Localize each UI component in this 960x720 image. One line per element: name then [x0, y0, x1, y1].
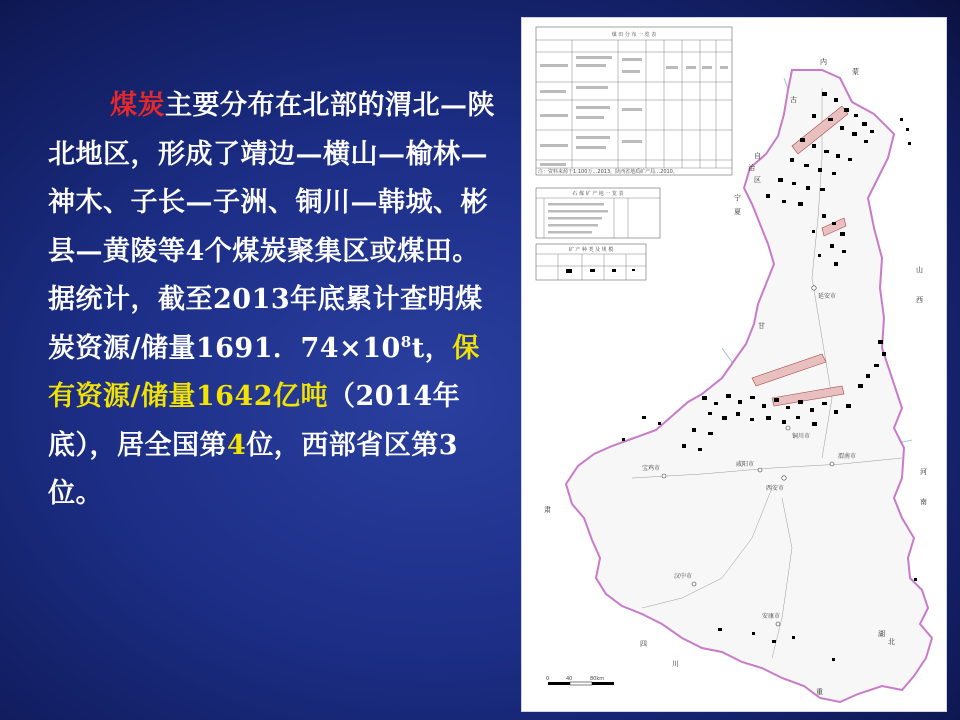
- scale-bar: [546, 676, 614, 685]
- highlight-reserves: 保有资源/储量1642亿吨: [48, 332, 480, 412]
- label-xianyang: 咸阳市: [736, 461, 755, 468]
- paragraph-text-2: t，: [411, 332, 453, 364]
- label-chongqing: 重: [816, 688, 823, 696]
- coal-map-figure: [521, 17, 947, 712]
- legend-table-3-title: 矿 产 种 类 及 规 模: [568, 247, 614, 253]
- label-hubei-1: 湖: [878, 630, 885, 638]
- exponent: 8: [400, 332, 412, 351]
- label-ankang: 安康市: [762, 613, 781, 620]
- label-shanxi-1: 山: [916, 266, 923, 274]
- label-weinan: 渭南市: [838, 453, 857, 460]
- label-sichuan-1: 四: [640, 640, 647, 648]
- label-shanxi-2: 西: [916, 296, 923, 304]
- label-henan-2: 南: [920, 498, 927, 506]
- paragraph-text-4: 位，西部省区第3位。: [48, 429, 459, 509]
- paragraph-text-3: （2014年底），居全国第: [48, 381, 461, 461]
- label-sichuan-2: 川: [672, 660, 679, 668]
- label-gansu-1: 甘: [758, 322, 765, 330]
- legend-table-mineral-types: [536, 244, 646, 280]
- label-inner-mongolia-5: 治: [748, 164, 755, 172]
- label-hubei-2: 北: [888, 638, 895, 646]
- label-yanan: 延安市: [818, 293, 837, 300]
- label-xian: 西安市: [766, 485, 785, 492]
- label-ningxia-1: 宁: [734, 194, 741, 202]
- legend-table-stone-coal: [536, 188, 660, 238]
- highlight-coal: 煤炭: [110, 90, 165, 121]
- legend-table-coal-fields: [536, 27, 732, 175]
- label-inner-mongolia-2: 蒙: [852, 68, 859, 76]
- label-gansu-2: 肃: [544, 506, 551, 514]
- label-ningxia-2: 夏: [734, 208, 741, 216]
- scale-label-40: 40: [566, 676, 573, 682]
- legend-table-2-title: 石 煤 矿 产 地 一 览 表: [572, 191, 624, 197]
- scale-label-0: 0: [546, 676, 550, 682]
- legend-note: 注：资料来源于1:100万…2013，陕西省地质矿产局…2010。: [538, 169, 678, 175]
- label-hanzhong: 汉中市: [674, 573, 693, 580]
- label-inner-mongolia-3: 古: [790, 96, 797, 104]
- label-inner-mongolia-1: 内: [820, 58, 827, 66]
- scale-label-80: 80km: [590, 676, 605, 682]
- paragraph-text-1: 主要分布在北部的渭北—陕北地区，形成了靖边—横山—榆林—神木、子长—子洲、铜川—韩城、彬县—黄陵等4个煤炭聚集区或煤田。据统计，截至2013年底累计查明煤炭资源/储量1691．74×10: [48, 90, 495, 364]
- label-baoji: 宝鸡市: [642, 465, 661, 472]
- label-tongchuan: 铜川市: [792, 433, 811, 440]
- highlight-rank: 4: [227, 429, 247, 461]
- label-inner-mongolia-6: 区: [754, 176, 761, 184]
- coal-distribution-paragraph: [48, 82, 500, 519]
- label-inner-mongolia-4: 自: [754, 152, 761, 160]
- legend-table-1-title: 煤 田 分 布 一 览 表: [611, 32, 657, 38]
- shaanxi-coal-map: [522, 18, 946, 711]
- label-henan-1: 河: [920, 468, 927, 476]
